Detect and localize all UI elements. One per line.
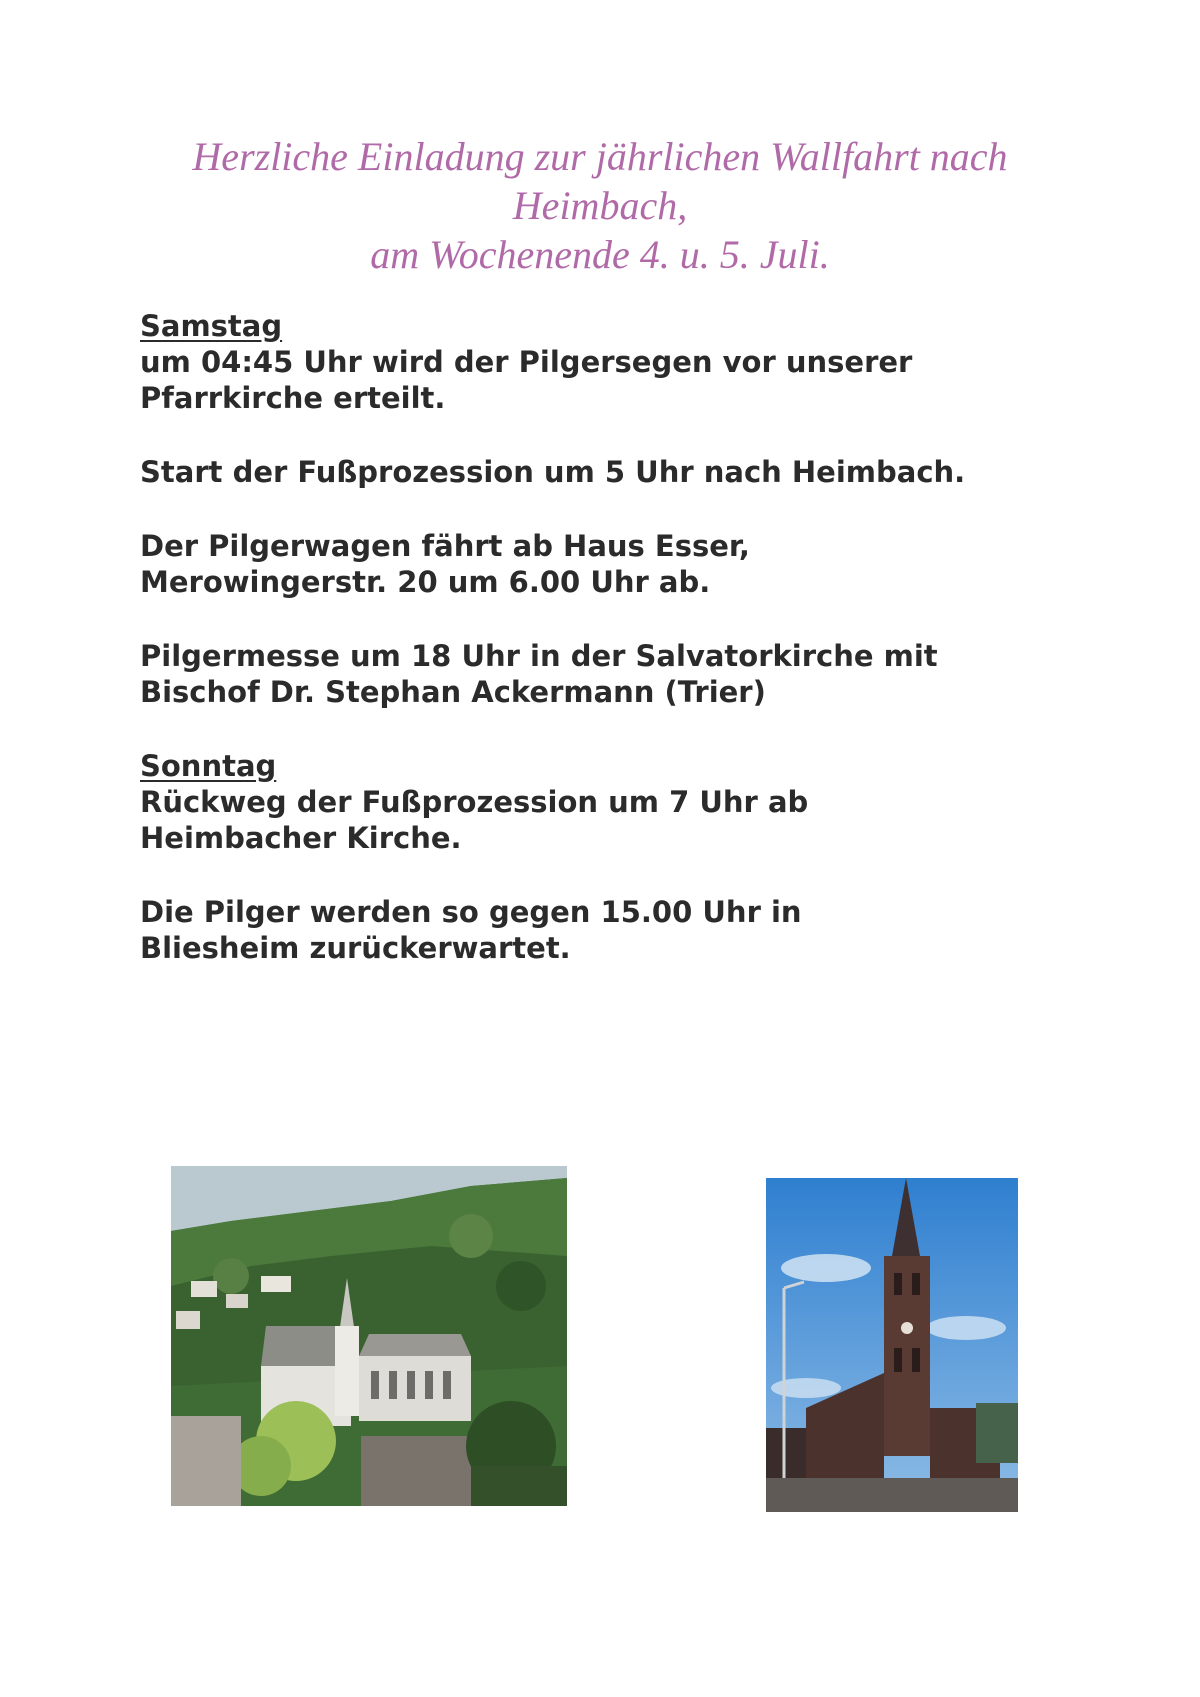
title-line-1: Herzliche Einladung zur jährlichen Wallfahrt nach bbox=[192, 134, 1008, 179]
title-line-2: Heimbach, bbox=[512, 183, 688, 228]
return-time-line-2: Bliesheim zurückerwartet. bbox=[140, 931, 571, 965]
procession-start-line: Start der Fußprozession um 5 Uhr nach Heimbach. bbox=[140, 455, 966, 489]
saturday-heading: Samstag bbox=[140, 309, 283, 343]
title-line-3: am Wochenende 4. u. 5. Juli. bbox=[370, 232, 830, 277]
pilgrim-wagon-line-2: Merowingerstr. 20 um 6.00 Uhr ab. bbox=[140, 565, 711, 599]
heimbach-basilica-photo bbox=[171, 1166, 567, 1506]
invitation-title bbox=[100, 132, 1100, 279]
pilgrim-blessing-line-2: Pfarrkirche erteilt. bbox=[140, 381, 446, 415]
return-time-line-1: Die Pilger werden so gegen 15.00 Uhr in bbox=[140, 895, 802, 929]
return-procession-line-2: Heimbacher Kirche. bbox=[140, 821, 462, 855]
saturday-section bbox=[140, 308, 1100, 710]
pilgrim-blessing-line-1: um 04:45 Uhr wird der Pilgersegen vor unserer bbox=[140, 345, 913, 379]
schedule-body bbox=[140, 308, 1100, 966]
pilgrim-mass-line-2: Bischof Dr. Stephan Ackermann (Trier) bbox=[140, 675, 766, 709]
pilgrim-mass-line-1: Pilgermesse um 18 Uhr in der Salvatorkirche mit bbox=[140, 639, 938, 673]
sunday-section bbox=[140, 748, 1100, 966]
pilgrim-wagon-line-1: Der Pilgerwagen fährt ab Haus Esser, bbox=[140, 529, 750, 563]
sunday-heading: Sonntag bbox=[140, 749, 277, 783]
return-procession-line-1: Rückweg der Fußprozession um 7 Uhr ab bbox=[140, 785, 809, 819]
bliesheim-church-photo bbox=[766, 1178, 1018, 1512]
